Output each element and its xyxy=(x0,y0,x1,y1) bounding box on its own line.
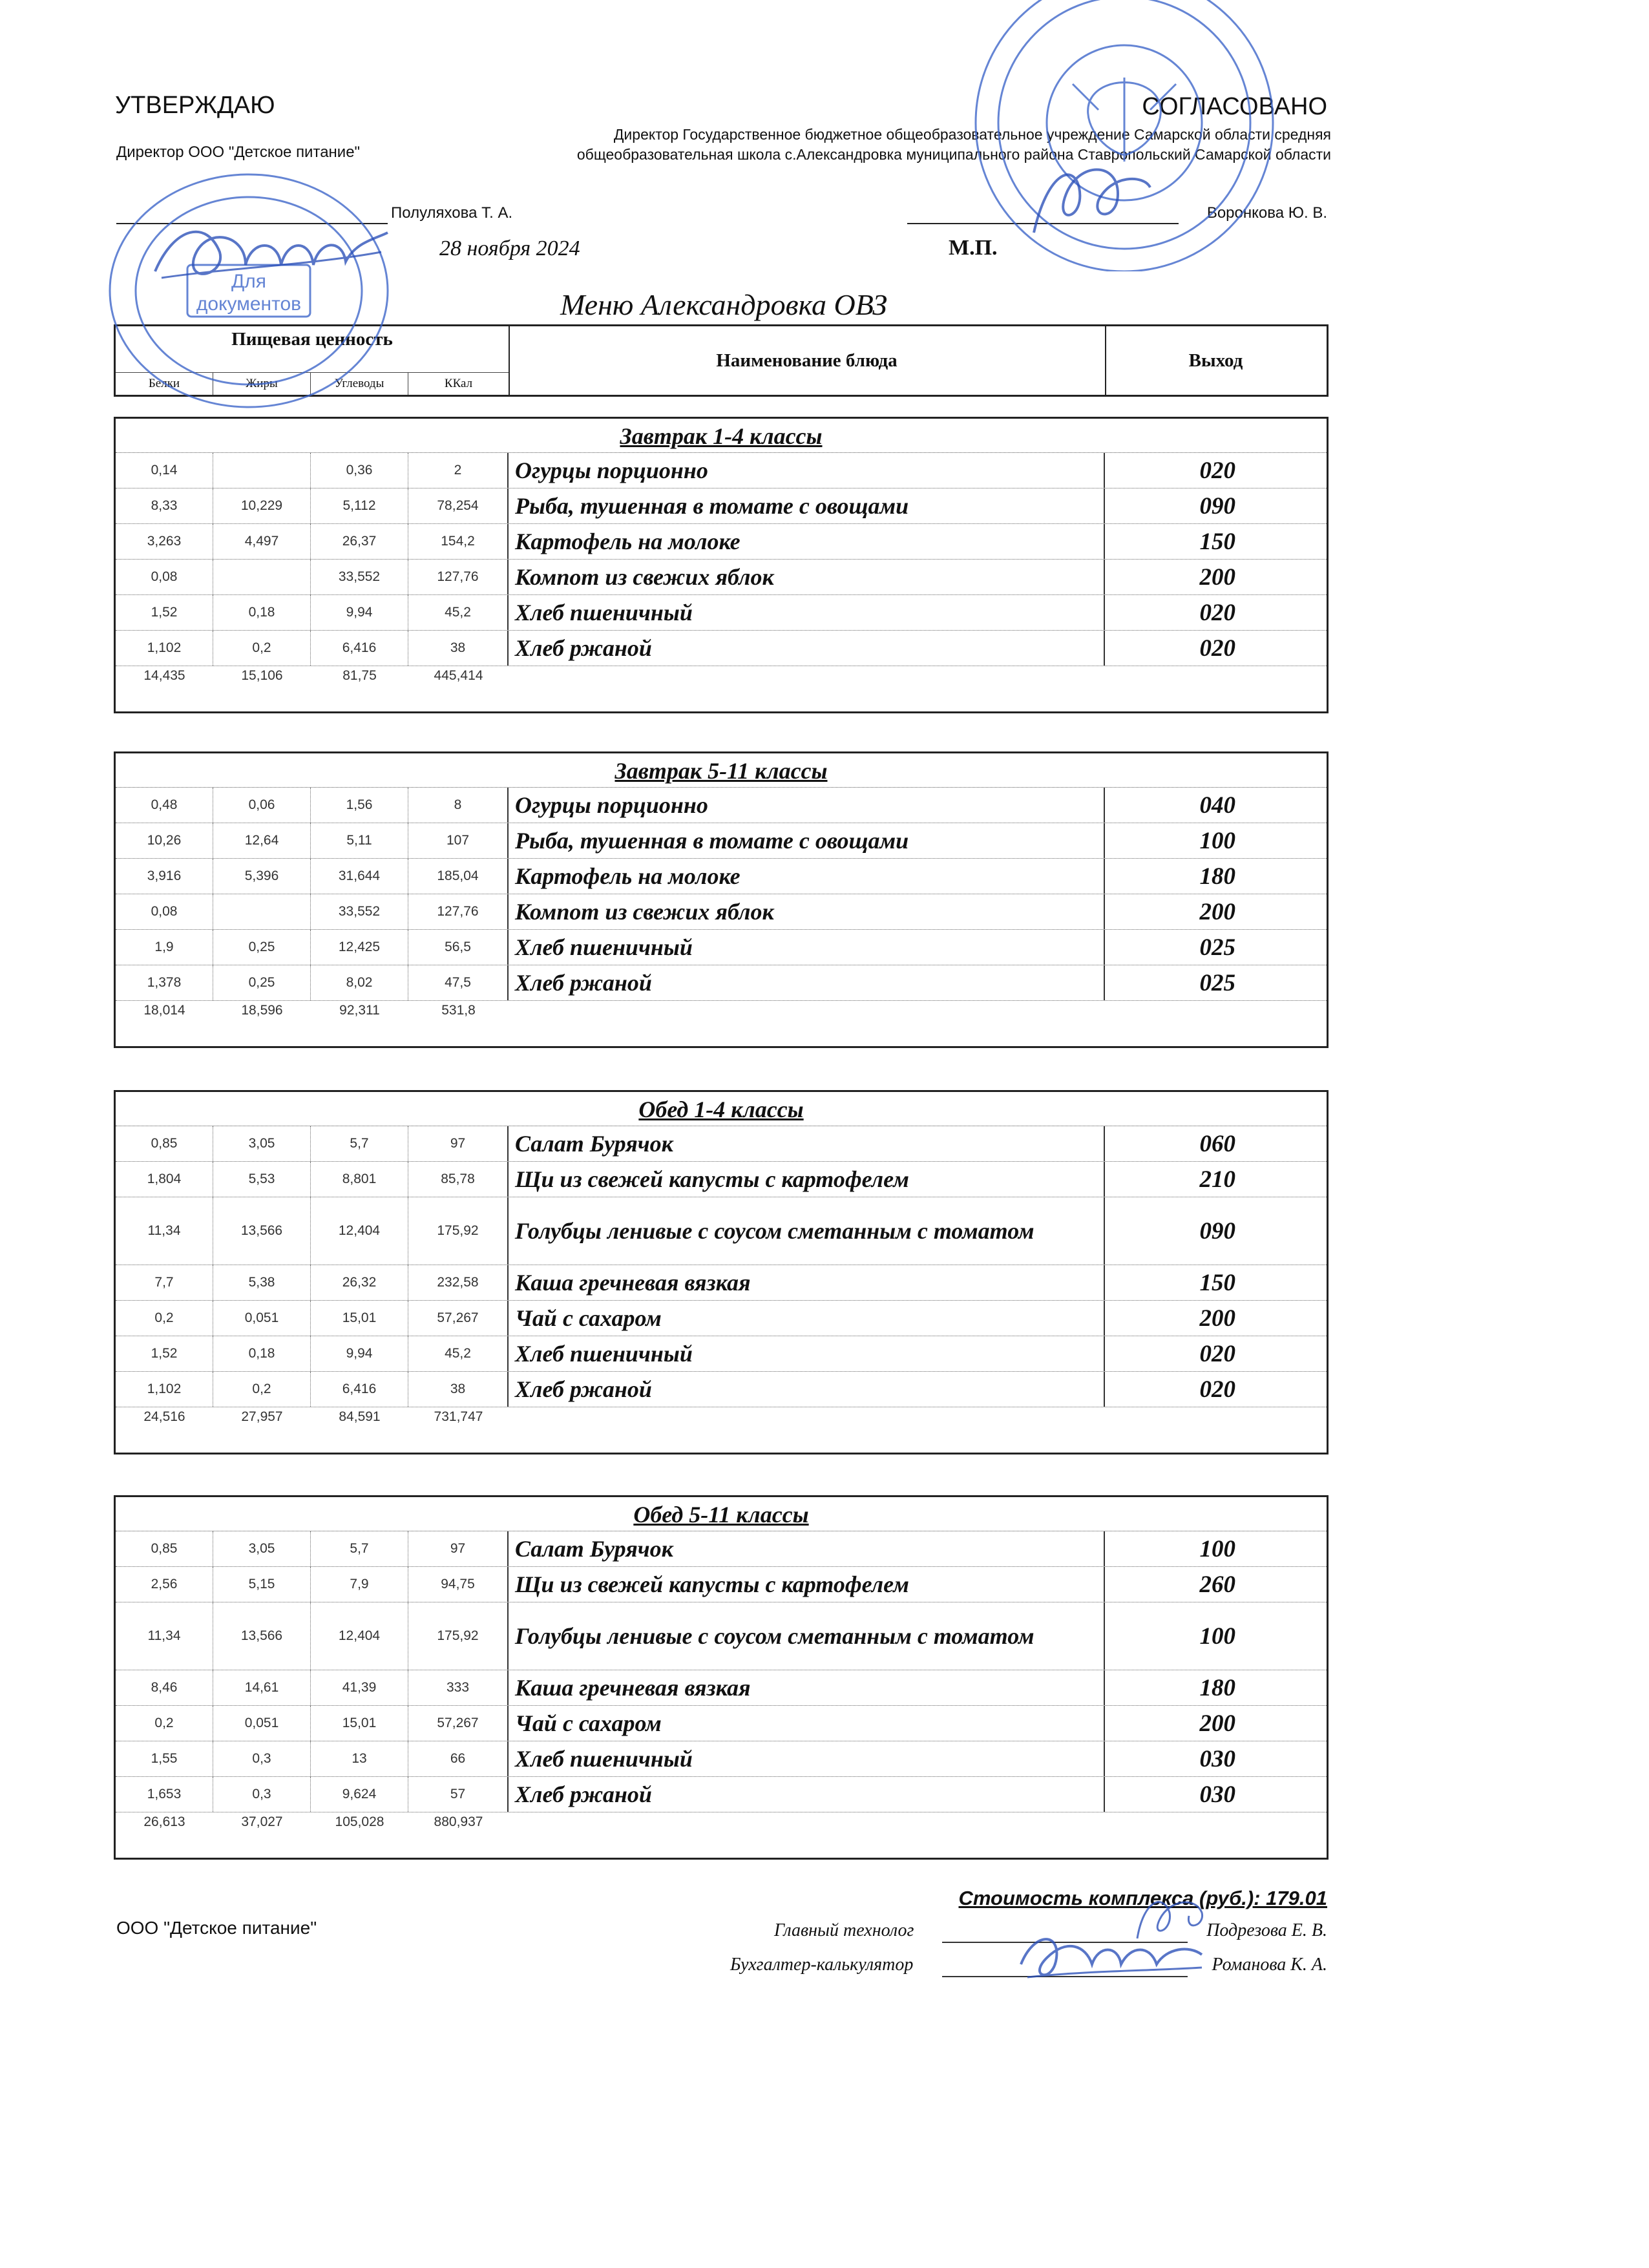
technologist-name: Подрезова Е. В. xyxy=(1206,1920,1327,1940)
kcal-cell: 8 xyxy=(408,788,509,823)
dish-output: 060 xyxy=(1199,1130,1235,1157)
stamp-label: Для xyxy=(231,271,267,292)
dish-output: 200 xyxy=(1199,898,1235,925)
table-row xyxy=(116,894,1327,930)
carbs-cell: 5,11 xyxy=(311,823,408,858)
fat-cell: 0,18 xyxy=(213,1336,311,1371)
fat-cell: 0,3 xyxy=(213,1777,311,1812)
table-row xyxy=(116,1777,1327,1812)
dish-output: 200 xyxy=(1199,563,1235,591)
carbs-cell: 5,7 xyxy=(311,1126,408,1161)
protein-cell: 0,85 xyxy=(116,1531,213,1566)
carbs-cell: 9,94 xyxy=(311,595,408,630)
kcal-cell: 38 xyxy=(408,631,509,666)
kcal-cell: 45,2 xyxy=(408,1336,509,1371)
table-row xyxy=(116,524,1327,560)
protein-cell: 0,2 xyxy=(116,1301,213,1336)
approve-signature xyxy=(149,213,394,304)
protein-cell: 11,34 xyxy=(116,1602,213,1670)
dish-output: 200 xyxy=(1199,1710,1235,1737)
fat-cell: 13,566 xyxy=(213,1602,311,1670)
stamp-place-label: М.П. xyxy=(949,236,998,260)
section-bottom-space xyxy=(116,1427,1327,1453)
table-row xyxy=(116,1301,1327,1336)
total-protein: 18,014 xyxy=(143,1003,185,1018)
section-title: Завтрак 1-4 классы xyxy=(116,419,1327,453)
table-row xyxy=(116,1706,1327,1741)
protein-cell: 1,52 xyxy=(116,595,213,630)
kcal-cell: 185,04 xyxy=(408,859,509,894)
kcal-cell: 127,76 xyxy=(408,894,509,929)
fat-cell: 5,396 xyxy=(213,859,311,894)
carbs-cell: 33,552 xyxy=(311,894,408,929)
dish-output: 100 xyxy=(1199,1622,1235,1650)
fat-cell: 0,2 xyxy=(213,1372,311,1407)
dish-output: 200 xyxy=(1199,1305,1235,1332)
kcal-cell: 85,78 xyxy=(408,1162,509,1197)
kcal-cell: 97 xyxy=(408,1531,509,1566)
carbs-cell: 1,56 xyxy=(311,788,408,823)
dish-output: 020 xyxy=(1199,1340,1235,1367)
kcal-cell: 94,75 xyxy=(408,1567,509,1602)
section-bottom-space xyxy=(116,686,1327,711)
dish-name: Хлеб пшеничный xyxy=(509,930,1105,965)
dish-name: Компот из свежих яблок xyxy=(509,894,1105,929)
table-row xyxy=(116,1670,1327,1706)
protein-cell: 1,55 xyxy=(116,1741,213,1776)
company-name: ООО "Детское питание" xyxy=(116,1918,317,1938)
approve-position: Директор ООО "Детское питание" xyxy=(116,143,361,161)
carbs-cell: 7,9 xyxy=(311,1567,408,1602)
kcal-cell: 2 xyxy=(408,453,509,488)
kcal-cell: 175,92 xyxy=(408,1197,509,1265)
carbs-cell: 6,416 xyxy=(311,1372,408,1407)
dish-output: 090 xyxy=(1199,492,1235,520)
total-kcal: 445,414 xyxy=(434,668,483,683)
kcal-cell: 57,267 xyxy=(408,1301,509,1336)
kcal-cell: 66 xyxy=(408,1741,509,1776)
total-kcal: 880,937 xyxy=(434,1814,483,1829)
fat-cell: 12,64 xyxy=(213,823,311,858)
dish-name: Хлеб ржаной xyxy=(509,631,1105,666)
kcal-cell: 57 xyxy=(408,1777,509,1812)
fat-cell: 3,05 xyxy=(213,1126,311,1161)
carbs-cell: 12,425 xyxy=(311,930,408,965)
table-row xyxy=(116,1197,1327,1265)
page-title: Меню Александровка ОВЗ xyxy=(560,288,887,321)
protein-cell: 0,08 xyxy=(116,894,213,929)
fat-cell xyxy=(213,560,311,594)
dish-output: 180 xyxy=(1199,1674,1235,1701)
accountant-label: Бухгалтер-калькулятор xyxy=(730,1955,914,1975)
protein-cell: 0,85 xyxy=(116,1126,213,1161)
fat-cell: 0,18 xyxy=(213,595,311,630)
protein-cell: 1,102 xyxy=(116,631,213,666)
dish-name: Салат Бурячок xyxy=(509,1531,1105,1566)
dish-output: 020 xyxy=(1199,635,1235,662)
total-carbs: 81,75 xyxy=(342,668,377,683)
table-row xyxy=(116,823,1327,859)
kcal-cell: 232,58 xyxy=(408,1265,509,1300)
kcal-cell: 38 xyxy=(408,1372,509,1407)
fat-cell: 4,497 xyxy=(213,524,311,559)
dish-output: 030 xyxy=(1199,1781,1235,1808)
dish-output: 210 xyxy=(1199,1166,1235,1193)
dish-output: 025 xyxy=(1199,969,1235,996)
table-row xyxy=(116,1265,1327,1301)
fat-cell: 10,229 xyxy=(213,488,311,523)
protein-cell: 3,916 xyxy=(116,859,213,894)
total-carbs: 84,591 xyxy=(339,1409,381,1424)
total-kcal: 531,8 xyxy=(441,1003,476,1018)
section-bottom-space xyxy=(116,1832,1327,1858)
fat-cell: 0,25 xyxy=(213,965,311,1000)
table-row xyxy=(116,1531,1327,1567)
fat-cell: 0,3 xyxy=(213,1741,311,1776)
fat-cell: 5,53 xyxy=(213,1162,311,1197)
dish-header: Наименование блюда xyxy=(509,326,1106,395)
protein-cell: 2,56 xyxy=(116,1567,213,1602)
agree-position: Директор Государственное бюджетное общеобразовательное учреждение Самарской области средняя общеобразовательная школа с.Александровка муниципального района Ставропольский Самарской области xyxy=(576,126,1331,163)
protein-cell: 1,102 xyxy=(116,1372,213,1407)
agree-title: СОГЛАСОВАНО xyxy=(1142,93,1327,120)
carbs-cell: 5,7 xyxy=(311,1531,408,1566)
section-title: Завтрак 5-11 классы xyxy=(116,753,1327,788)
table-row xyxy=(116,1602,1327,1670)
total-protein: 26,613 xyxy=(143,1814,185,1829)
carbs-cell: 6,416 xyxy=(311,631,408,666)
carbs-header: Углеводы xyxy=(311,373,408,395)
dish-output: 150 xyxy=(1199,528,1235,555)
fat-cell: 14,61 xyxy=(213,1670,311,1705)
protein-cell: 3,263 xyxy=(116,524,213,559)
dish-name: Щи из свежей капусты с картофелем xyxy=(509,1567,1105,1602)
stamp-label: документов xyxy=(196,293,302,315)
table-row xyxy=(116,488,1327,524)
protein-cell: 11,34 xyxy=(116,1197,213,1265)
kcal-header: ККал xyxy=(444,377,473,390)
protein-cell: 0,14 xyxy=(116,453,213,488)
table-row xyxy=(116,631,1327,666)
total-carbs: 105,028 xyxy=(335,1814,384,1829)
total-fat: 37,027 xyxy=(241,1814,283,1829)
fat-cell: 0,25 xyxy=(213,930,311,965)
carbs-cell: 26,37 xyxy=(311,524,408,559)
table-row xyxy=(116,560,1327,595)
fat-cell: 0,051 xyxy=(213,1706,311,1741)
table-row xyxy=(116,1162,1327,1197)
dish-name: Рыба, тушенная в томате с овощами xyxy=(509,488,1105,523)
table-row xyxy=(116,788,1327,823)
dish-output: 020 xyxy=(1199,599,1235,626)
carbs-cell: 26,32 xyxy=(311,1265,408,1300)
agree-name: Воронкова Ю. В. xyxy=(1206,204,1327,222)
carbs-cell: 41,39 xyxy=(311,1670,408,1705)
table-row xyxy=(116,1741,1327,1777)
accountant-signature xyxy=(1008,1919,1208,2003)
approve-date: 28 ноября 2024 xyxy=(439,236,580,260)
carbs-cell: 8,02 xyxy=(311,965,408,1000)
dish-name: Хлеб пшеничный xyxy=(509,595,1105,630)
dish-name: Хлеб пшеничный xyxy=(509,1741,1105,1776)
kcal-cell: 78,254 xyxy=(408,488,509,523)
table-row xyxy=(116,1567,1327,1602)
dish-name: Чай с сахаром xyxy=(509,1301,1105,1336)
table-row xyxy=(116,859,1327,894)
carbs-cell: 13 xyxy=(311,1741,408,1776)
dish-name: Картофель на молоке xyxy=(509,524,1105,559)
dish-output: 040 xyxy=(1199,792,1235,819)
dish-output: 020 xyxy=(1199,457,1235,484)
fat-cell: 13,566 xyxy=(213,1197,311,1265)
dish-output: 180 xyxy=(1199,863,1235,890)
dish-output: 020 xyxy=(1199,1376,1235,1403)
carbs-cell: 9,94 xyxy=(311,1336,408,1371)
kcal-cell: 47,5 xyxy=(408,965,509,1000)
total-row xyxy=(116,1812,1327,1832)
menu-section xyxy=(114,751,1329,1048)
total-row xyxy=(116,1001,1327,1020)
protein-cell: 1,653 xyxy=(116,1777,213,1812)
menu-section xyxy=(114,1495,1329,1860)
fat-cell: 3,05 xyxy=(213,1531,311,1566)
approve-title: УТВЕРЖДАЮ xyxy=(115,92,275,119)
dish-output: 090 xyxy=(1199,1217,1235,1244)
carbs-cell: 33,552 xyxy=(311,560,408,594)
agree-signature xyxy=(1021,149,1163,252)
dish-name: Голубцы ленивые с соусом сметанным с томатом xyxy=(509,1197,1105,1265)
dish-output: 100 xyxy=(1199,827,1235,854)
carbs-cell: 12,404 xyxy=(311,1197,408,1265)
fat-cell xyxy=(213,894,311,929)
dish-name: Чай с сахаром xyxy=(509,1706,1105,1741)
dish-name: Каша гречневая вязкая xyxy=(509,1670,1105,1705)
dish-output: 030 xyxy=(1199,1745,1235,1772)
kcal-cell: 107 xyxy=(408,823,509,858)
total-fat: 15,106 xyxy=(241,668,283,683)
total-fat: 27,957 xyxy=(241,1409,283,1424)
dish-name: Картофель на молоке xyxy=(509,859,1105,894)
nutrition-title: Пищевая ценность xyxy=(231,329,393,350)
protein-header: Белки xyxy=(116,373,213,395)
carbs-cell: 8,801 xyxy=(311,1162,408,1197)
protein-cell: 8,46 xyxy=(116,1670,213,1705)
total-protein: 14,435 xyxy=(143,668,185,683)
protein-cell: 10,26 xyxy=(116,823,213,858)
dish-name: Хлеб пшеничный xyxy=(509,1336,1105,1371)
protein-cell: 1,9 xyxy=(116,930,213,965)
table-row xyxy=(116,1372,1327,1407)
total-carbs: 92,311 xyxy=(339,1003,380,1018)
menu-section xyxy=(114,1090,1329,1454)
protein-cell: 0,08 xyxy=(116,560,213,594)
table-row xyxy=(116,1336,1327,1372)
dish-name: Салат Бурячок xyxy=(509,1126,1105,1161)
kcal-cell: 154,2 xyxy=(408,524,509,559)
total-row xyxy=(116,666,1327,686)
kcal-cell: 57,267 xyxy=(408,1706,509,1741)
carbs-cell: 31,644 xyxy=(311,859,408,894)
kcal-cell: 175,92 xyxy=(408,1602,509,1670)
protein-cell: 0,48 xyxy=(116,788,213,823)
carbs-cell: 12,404 xyxy=(311,1602,408,1670)
fat-cell: 0,06 xyxy=(213,788,311,823)
dish-name: Хлеб ржаной xyxy=(509,1777,1105,1812)
table-row xyxy=(116,930,1327,965)
kcal-cell: 127,76 xyxy=(408,560,509,594)
section-title: Обед 5-11 классы xyxy=(116,1497,1327,1531)
fat-cell: 5,38 xyxy=(213,1265,311,1300)
carbs-cell: 5,112 xyxy=(311,488,408,523)
fat-cell xyxy=(213,453,311,488)
dish-output: 260 xyxy=(1199,1571,1235,1598)
kcal-cell: 333 xyxy=(408,1670,509,1705)
total-row xyxy=(116,1407,1327,1427)
kcal-cell: 45,2 xyxy=(408,595,509,630)
kcal-cell: 97 xyxy=(408,1126,509,1161)
set-cost: Стоимость комплекса (руб.): 179.01 xyxy=(958,1887,1327,1909)
protein-cell: 1,804 xyxy=(116,1162,213,1197)
carbs-cell: 9,624 xyxy=(311,1777,408,1812)
section-title: Обед 1-4 классы xyxy=(116,1092,1327,1126)
fat-cell: 0,051 xyxy=(213,1301,311,1336)
output-header: Выход xyxy=(1188,350,1243,371)
carbs-cell: 15,01 xyxy=(311,1301,408,1336)
table-row xyxy=(116,1126,1327,1162)
protein-cell: 1,378 xyxy=(116,965,213,1000)
approve-name: Полуляхова Т. А. xyxy=(391,204,513,222)
dish-output: 100 xyxy=(1199,1535,1235,1562)
protein-cell: 8,33 xyxy=(116,488,213,523)
total-kcal: 731,747 xyxy=(434,1409,483,1424)
dish-name: Хлеб ржаной xyxy=(509,965,1105,1000)
carbs-cell: 0,36 xyxy=(311,453,408,488)
total-fat: 18,596 xyxy=(241,1003,283,1018)
dish-output: 025 xyxy=(1199,934,1235,961)
carbs-cell: 15,01 xyxy=(311,1706,408,1741)
fat-cell: 0,2 xyxy=(213,631,311,666)
accountant-name: Романова К. А. xyxy=(1212,1955,1327,1975)
dish-name: Каша гречневая вязкая xyxy=(509,1265,1105,1300)
total-protein: 24,516 xyxy=(143,1409,185,1424)
dish-name: Огурцы порционно xyxy=(509,453,1105,488)
protein-cell: 7,7 xyxy=(116,1265,213,1300)
table-row xyxy=(116,595,1327,631)
fat-header: Жиры xyxy=(213,373,311,395)
protein-cell: 0,2 xyxy=(116,1706,213,1741)
table-row xyxy=(116,965,1327,1001)
dish-name: Огурцы порционно xyxy=(509,788,1105,823)
dish-name: Хлеб ржаной xyxy=(509,1372,1105,1407)
fat-cell: 5,15 xyxy=(213,1567,311,1602)
technologist-label: Главный технолог xyxy=(774,1920,914,1940)
kcal-cell: 56,5 xyxy=(408,930,509,965)
dish-name: Компот из свежих яблок xyxy=(509,560,1105,594)
dish-name: Щи из свежей капусты с картофелем xyxy=(509,1162,1105,1197)
table-row xyxy=(116,453,1327,488)
dish-name: Рыба, тушенная в томате с овощами xyxy=(509,823,1105,858)
protein-cell: 1,52 xyxy=(116,1336,213,1371)
dish-output: 150 xyxy=(1199,1269,1235,1296)
menu-section xyxy=(114,417,1329,713)
section-bottom-space xyxy=(116,1020,1327,1046)
dish-name: Голубцы ленивые с соусом сметанным с томатом xyxy=(509,1602,1105,1670)
